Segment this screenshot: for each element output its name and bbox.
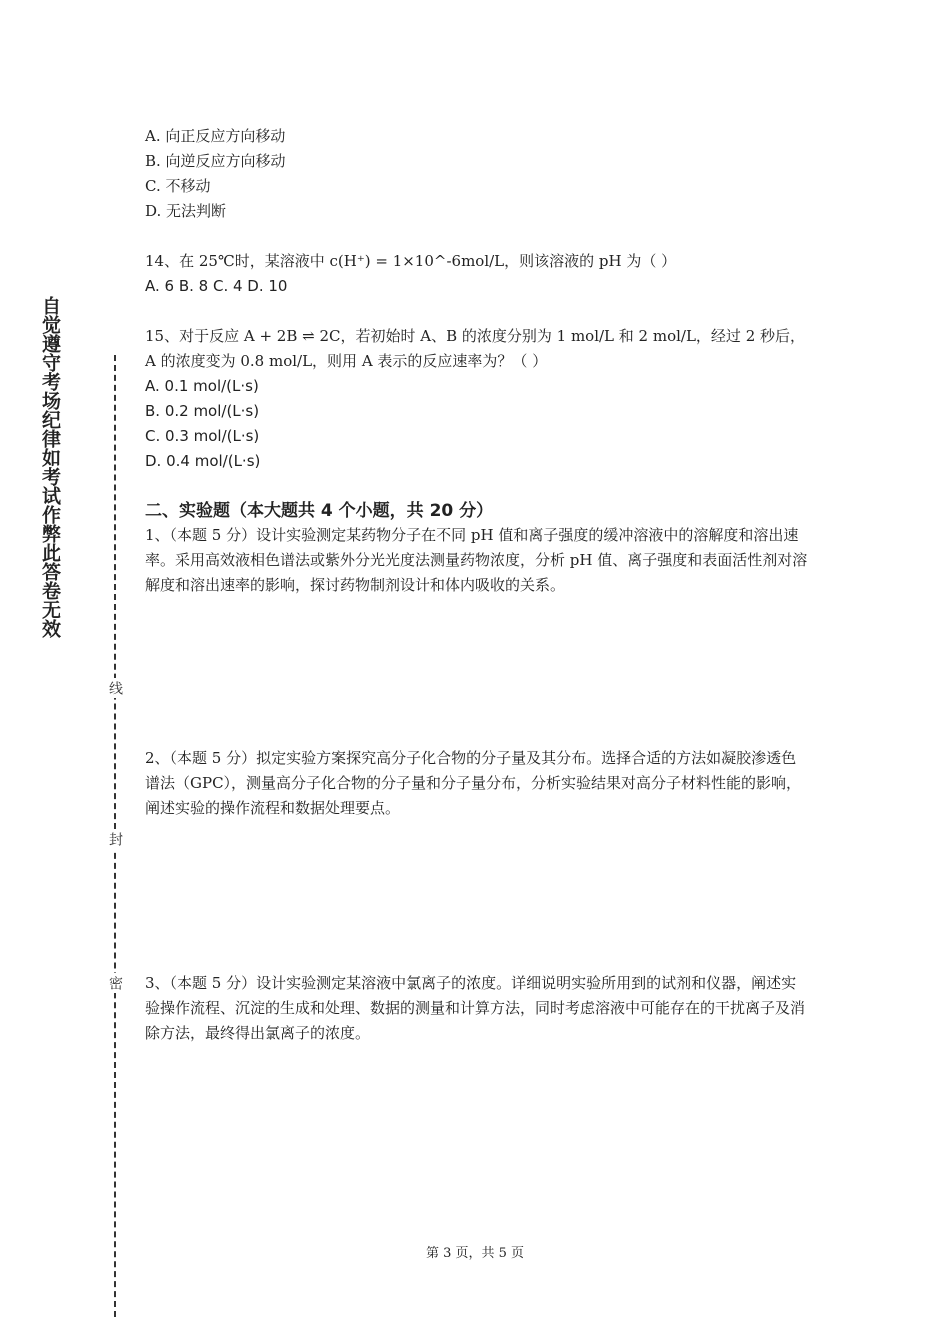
page-footer: 第 3 页，共 5 页	[425, 1246, 525, 1261]
question-13-options	[145, 124, 810, 224]
question-15-stem: 15、对于反应 A + 2B ⇌ 2C，若初始时 A、B 的浓度分别为 1 mol/L 和 2 mol/L，经过 2 秒后，A 的浓度变为 0.8 mol/L，则用 A 表示的反应速率为？（ ）	[145, 327, 806, 370]
experiment-question-2: 2、（本题 5 分）拟定实验方案探究高分子化合物的分子量及其分布。选择合适的方法如凝胶渗透色谱法（GPC），测量高分子化合物的分子量和分子量分布，分析实验结果对高分子材料性能的影响，阐述实验的操作流程和数据处理要点。	[145, 749, 802, 817]
question-15-option-d: D. 0.4 mol/(L·s)	[145, 452, 261, 470]
exam-discipline-warning: 自觉遵守考场纪律如考试作弊此答卷无效	[39, 296, 61, 638]
binding-label-seal: 封	[106, 829, 124, 849]
question-14	[145, 249, 810, 299]
option-d: D. 无法判断	[145, 202, 227, 220]
question-15-option-b: B. 0.2 mol/(L·s)	[145, 402, 260, 420]
question-content	[145, 124, 810, 598]
question-14-options: A. 6 B. 8 C. 4 D. 10	[145, 277, 288, 295]
option-b: B. 向逆反应方向移动	[145, 152, 286, 170]
option-a: A. 向正反应方向移动	[145, 127, 286, 145]
experiment-question-1: 1、（本题 5 分）设计实验测定某药物分子在不同 pH 值和离子强度的缓冲溶液中的溶解度和溶出速率。采用高效液相色谱法或紫外分光光度法测量药物浓度，分析 pH 值、离子强度和表面活性剂对溶解度和溶出速率的影响，探讨药物制剂设计和体内吸收的关系。	[145, 526, 808, 594]
section-2-title: 二、实验题（本大题共 4 个小题，共 20 分）	[145, 501, 494, 521]
question-15	[145, 324, 810, 474]
option-c: C. 不移动	[145, 177, 211, 195]
question-15-option-c: C. 0.3 mol/(L·s)	[145, 427, 260, 445]
question-14-stem: 14、在 25℃时，某溶液中 c(H⁺) = 1×10^-6mol/L，则该溶液的 pH 为（ ）	[145, 252, 677, 270]
question-15-option-a: A. 0.1 mol/(L·s)	[145, 377, 259, 395]
binding-label-secret: 密	[106, 973, 124, 993]
binding-label-line: 线	[106, 678, 124, 698]
experiment-question-3: 3、（本题 5 分）设计实验测定某溶液中氯离子的浓度。详细说明实验所用到的试剂和仪器，阐述实验操作流程、沉淀的生成和处理、数据的测量和计算方法，同时考虑溶液中可能存在的干扰离子及消除方法，最终得出氯离子的浓度。	[145, 974, 806, 1042]
